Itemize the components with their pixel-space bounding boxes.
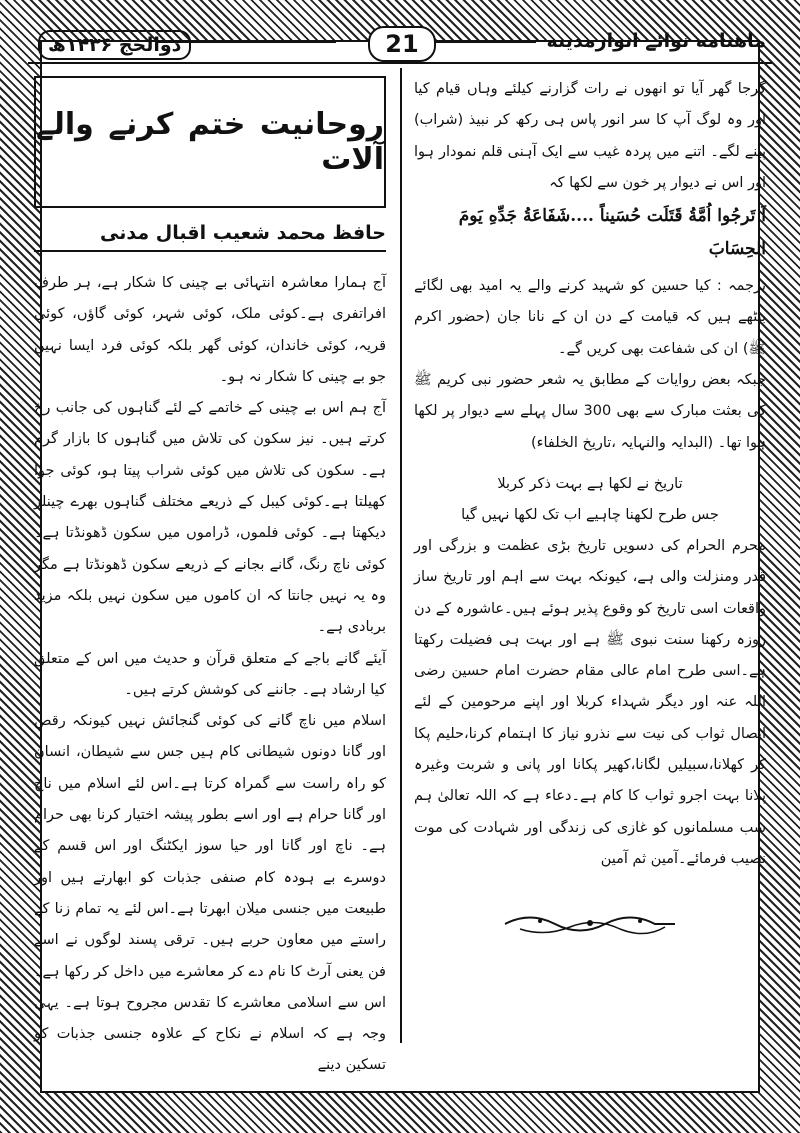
article-paragraph: اسلام میں ناچ گانے کی کوئی گنجائش نہیں کیونکہ رقص اور گانا دونوں شیطانی کام ہیں جس سے شیطان، انسان کو راہ راست سے گمراہ کرتا ہے۔اس لئے اسلام میں ناچ اور گانا حرام ہے اور اسے بطور پیشہ اختیار کرنا بھی حرام ہے۔ ناچ اور گانا اور حیا سوز ایکٹنگ اور اس قسم کے دوسرے بے ہودہ کام صنفی جذبات کو ابھارتے ہیں اور طبیعت میں جنسی میلان ابھرتا ہے۔اس لئے یہ تمام زنا کے راستے میں معاون حربے ہیں۔ ترقی پسند لوگوں نے اسے فن یعنی آرٹ کا نام دے کر معاشرے میں داخل کر رکھا ہے۔اس سے اسلامی معاشرے کا تقدس مجروح ہوتا ہے۔ یہی وجہ ہے کہ اسلام نے نکاح کے علاوہ جنسی جذبات کو تسکین دینے bbox=[34, 713, 386, 1074]
article-paragraph: آج ہمارا معاشرہ انتہائی بے چینی کا شکار ہے، ہر طرف افراتفری ہے۔کوئی ملک، کوئی شہر، کوئی گاؤں، کوئی قریہ، کوئی خاندان، کوئی گھر بلکہ کوئی فرد ایسا نہیں جو بے چینی کا شکار نہ ہو۔ bbox=[34, 275, 386, 385]
arabic-verse-line-2: الحِسَابَ bbox=[708, 239, 766, 260]
ornament-divider-icon bbox=[500, 909, 680, 939]
issue-date: ذوالحج ۱۴۳۶ھ bbox=[38, 30, 191, 60]
article-title: روحانیت ختم کرنے والے آلات bbox=[36, 107, 384, 177]
story-paragraph: گرجا گھر آیا تو انھوں نے رات گزارنے کیلئے وہاں قیام کیا اور وہ لوگ آپ کا سر انور پاس ہی رکھ کر نبیذ (شراب) پینے لگے۔ اتنے میں پردہ غیب سے ایک آہنی قلم نمودار ہوا اور اس نے دیوار پر خون سے لکھا کہ bbox=[414, 81, 766, 191]
article-paragraph: آج ہم اس بے چینی کے خاتمے کے لئے گناہوں کی جانب رخ کرتے ہیں۔ نیز سکون کی تلاش میں گناہوں کا بازار گرم ہے۔ سکون کی تلاش میں کوئی شراب پیتا ہو، کوئی جوا کھیلتا ہے۔کوئی کیبل کے ذریعے مختلف گناہوں بھرے چینلز دیکھتا ہے۔ کوئی فلموں، ڈراموں میں سکون ڈھونڈتا ہے۔کوئی ناچ رنگ، گانے بجانے کے ذریعے سکون ڈھونڈتا ہے مگر وہ یہ نہیں جانتا کہ ان کاموں میں سکون نہیں بلکہ مزید بربادی ہے۔ bbox=[34, 400, 386, 636]
magazine-page bbox=[28, 24, 772, 1109]
translation-paragraph: ترجمہ : کیا حسین کو شہید کرنے والے یہ امید بھی لگائے بیٹھے ہیں کہ قیامت کے دن ان کے نانا جان (حضور اکرم ﷺ) ان کی شفاعت بھی کریں گے۔ bbox=[414, 278, 766, 357]
closing-paragraph: محرم الحرام کی دسویں تاریخ بڑی عظمت و بزرگی اور قدر ومنزلت والی ہے، کیونکہ بہت سے اہم اور تاریخ ساز واقعات اسی تاریخ کو وقوع پذیر ہوئے ہیں۔عاشورہ کے دن روزہ رکھنا سنت نبوی ﷺ ہے اور بہت ہی فضیلت رکھتا ہے۔اسی طرح امام عالی مقام حضرت امام حسین رضی اللہ عنہ اور دیگر شہداء کربلا اور اپنے مرحومین کے لئے ایصال ثواب کی نیت سے نذرو نیاز کا اہتمام کرنا،حلیم پکا کر کھلانا،سبیلیں لگانا،کھیر پکانا اور پانی و شربت وغیرہ پلانا بہت اجرو ثواب کا کام ہے۔دعاء ہے کہ اللہ تعالیٰ ہم سب مسلمانوں کو غازی کی زندگی اور شہادت کی موت نصیب فرمائے۔آمین ثم آمین bbox=[414, 537, 766, 867]
poem-line-1: تاریخ نے لکھا ہے بہت ذکر کربلا bbox=[497, 475, 683, 492]
author-byline bbox=[34, 222, 386, 268]
right-column bbox=[414, 74, 766, 939]
author-underline bbox=[34, 250, 386, 252]
poem-line-2: جس طرح لکھنا چاہیے اب تک لکھا نہیں گیا bbox=[461, 506, 719, 523]
page-header bbox=[28, 24, 772, 64]
article-title-box bbox=[34, 76, 386, 208]
column-divider bbox=[400, 68, 402, 1043]
narration-paragraph: جبکہ بعض روایات کے مطابق یہ شعر حضور نبی کریم ﷺ کی بعثت مبارک سے بھی 300 سال پہلے سے دیوار پر لکھا ہوا تھا۔ (البدایہ والنہایہ ،تاریخ الخلفاء) bbox=[414, 372, 767, 451]
arabic-verse-line-1: اَ تَرجُوا اُمَّةُ قَتَلَت حُسَيناً ....شَفَاعَةُ جَدِّهِ يَومَ bbox=[458, 206, 766, 227]
header-rule-right bbox=[436, 41, 536, 43]
article-paragraph: آیئے گانے باجے کے متعلق قرآن و حدیث میں اس کے متعلق کیا ارشاد ہے۔ جاننے کی کوشش کرتے ہیں۔ bbox=[34, 650, 386, 698]
page-number: 21 bbox=[368, 26, 436, 62]
magazine-name: ماهنامه نوائے انوارمدینه bbox=[546, 30, 766, 52]
left-column bbox=[34, 74, 386, 1082]
author-name: حافظ محمد شعیب اقبال مدنی bbox=[100, 222, 386, 244]
